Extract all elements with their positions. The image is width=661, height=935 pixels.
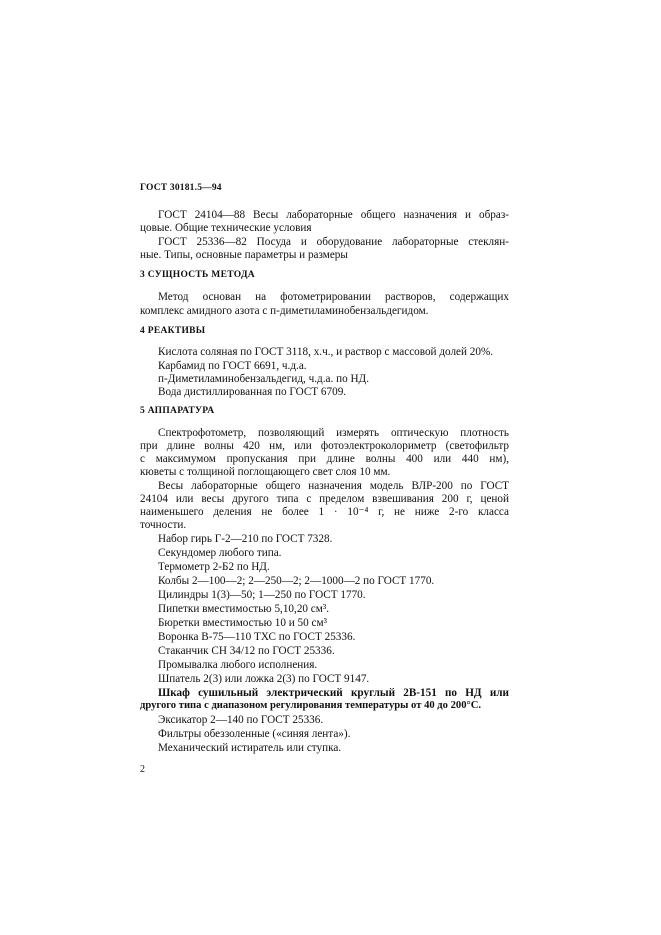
apparatus-item: Механический истиратель или ступка. xyxy=(158,742,342,754)
apparatus-item: Стаканчик СН 34/12 по ГОСТ 25336. xyxy=(158,645,335,657)
apparatus-item: Шкаф сушильный электрический круглый 2В-151 по НД или xyxy=(158,687,509,699)
apparatus-item: Эксикатор 2—140 по ГОСТ 25336. xyxy=(158,714,324,726)
apparatus-para-line: кюветы с толщиной поглощающего свет слоя 10 мм. xyxy=(140,466,391,478)
section-3-text: комплекс амидного азота с п-диметиламинобензальдегидом. xyxy=(140,305,429,317)
ref-line: ГОСТ 25336—82 Посуда и оборудование лабораторные стеклян- xyxy=(158,236,509,248)
apparatus-para-line: Спектрофотометр, позволяющий измерять оптическую плотность xyxy=(158,427,509,439)
apparatus-item: Промывалка любого исполнения. xyxy=(158,659,318,671)
apparatus-item: Набор гирь Г-2—210 по ГОСТ 7328. xyxy=(158,533,333,545)
reagent-item: п-Диметиламинобензальдегид, ч.д.а. по НД. xyxy=(158,373,369,385)
document-header: ГОСТ 30181.5—94 xyxy=(140,183,222,193)
apparatus-item: Шпатель 2(3) или ложка 2(3) по ГОСТ 9147. xyxy=(158,673,370,685)
apparatus-item: другого типа с диапазоном регулирования температуры от 40 до 200°С. xyxy=(140,700,482,711)
reagent-item: Карбамид по ГОСТ 6691, ч.д.а. xyxy=(158,360,307,372)
apparatus-para-line: точности. xyxy=(140,519,187,531)
section-5-heading: 5 АППАРАТУРА xyxy=(140,406,215,416)
section-4-heading: 4 РЕАКТИВЫ xyxy=(140,326,206,336)
apparatus-para-line: 24104 или весы другого типа с пределом взвешивания 200 г, ценой xyxy=(140,493,509,505)
apparatus-para-line: при длине волны 420 нм, или фотоэлектроколориметр (светофильтр xyxy=(140,440,509,452)
section-3-text: Метод основан на фотометрировании растворов, содержащих xyxy=(158,291,509,303)
reagent-item: Вода дистиллированная по ГОСТ 6709. xyxy=(158,386,347,398)
apparatus-item: Термометр 2-Б2 по НД. xyxy=(158,561,270,573)
section-3-heading: 3 СУЩНОСТЬ МЕТОДА xyxy=(140,270,255,280)
apparatus-para-line: наименьшего деления не более 1 · 10⁻⁴ г, не ниже 2-го класса xyxy=(140,506,509,518)
ref-line: ГОСТ 24104—88 Весы лабораторные общего назначения и образ- xyxy=(158,209,509,221)
apparatus-para-line: Весы лабораторные общего назначения модель ВЛР-200 по ГОСТ xyxy=(158,480,509,492)
apparatus-item: Фильтры обеззоленные («синяя лента»). xyxy=(158,728,351,740)
apparatus-item: Воронка В-75—110 ТХС по ГОСТ 25336. xyxy=(158,631,356,643)
apparatus-item: Пипетки вместимостью 5,10,20 см³. xyxy=(158,603,330,615)
ref-line: цовые. Общие технические условия xyxy=(140,222,312,234)
apparatus-para-line: с максимумом пропускания при длине волны 400 или 440 нм), xyxy=(140,453,509,465)
apparatus-item: Колбы 2—100—2; 2—250—2; 2—1000—2 по ГОСТ 1770. xyxy=(158,575,435,587)
reagent-item: Кислота соляная по ГОСТ 3118, х.ч., и раствор с массовой долей 20%. xyxy=(158,346,494,358)
ref-line: ные. Типы, основные параметры и размеры xyxy=(140,249,348,261)
apparatus-item: Секундомер любого типа. xyxy=(158,547,282,559)
page-number: 2 xyxy=(140,764,145,775)
apparatus-item: Цилиндры 1(3)—50; 1—250 по ГОСТ 1770. xyxy=(158,589,366,601)
apparatus-item: Бюретки вместимостью 10 и 50 см³ xyxy=(158,617,327,629)
